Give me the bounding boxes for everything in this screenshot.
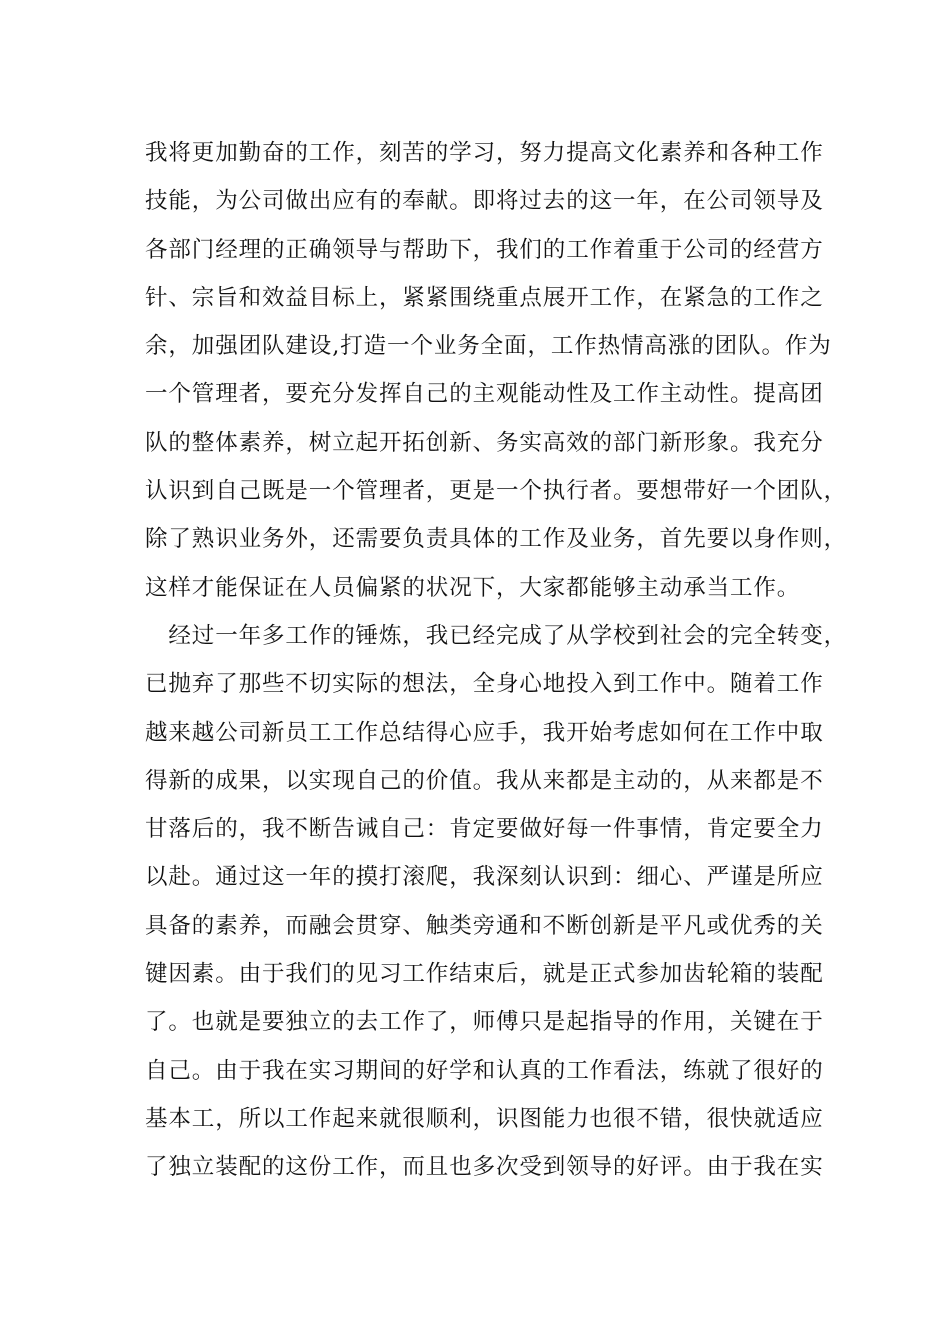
text-line: 了。也就是要独立的去工作了，师傅只是起指导的作用，关键在于 xyxy=(145,1009,824,1036)
text-line: 这样才能保证在人员偏紧的状况下，大家都能够主动承当工作。 xyxy=(145,574,801,601)
text-line: 各部门经理的正确领导与帮助下，我们的工作着重于公司的经营方 xyxy=(145,236,824,263)
text-line: 技能，为公司做出应有的奉献。即将过去的这一年，在公司领导及 xyxy=(145,188,824,215)
text-line: 认识到自己既是一个管理者，更是一个执行者。要想带好一个团队， xyxy=(145,478,848,505)
text-line: 甘落后的，我不断告诫自己：肯定要做好每一件事情，肯定要全力 xyxy=(145,816,824,843)
text-line: 键因素。由于我们的见习工作结束后，就是正式参加齿轮箱的装配 xyxy=(145,961,824,988)
text-line: 经过一年多工作的锤炼，我已经完成了从学校到社会的完全转变， xyxy=(145,622,848,649)
text-line: 余，加强团队建设,打造一个业务全面，工作热情高涨的团队。作为 xyxy=(145,333,832,360)
text-line: 一个管理者，要充分发挥自己的主观能动性及工作主动性。提高团 xyxy=(145,381,824,408)
text-line: 除了熟识业务外，还需要负责具体的工作及业务，首先要以身作则， xyxy=(145,526,848,553)
text-line: 自己。由于我在实习期间的好学和认真的工作看法，练就了很好的 xyxy=(145,1057,824,1084)
body-text xyxy=(145,129,848,1192)
text-line: 针、宗旨和效益目标上，紧紧围绕重点展开工作，在紧急的工作之 xyxy=(145,284,824,311)
text-line: 具备的素养，而融会贯穿、触类旁通和不断创新是平凡或优秀的关 xyxy=(145,912,824,939)
text-line: 了独立装配的这份工作，而且也多次受到领导的好评。由于我在实 xyxy=(145,1154,824,1181)
text-line: 队的整体素养，树立起开拓创新、务实高效的部门新形象。我充分 xyxy=(145,429,824,456)
text-line: 以赴。通过这一年的摸打滚爬，我深刻认识到：细心、严谨是所应 xyxy=(145,864,824,891)
text-line: 我将更加勤奋的工作，刻苦的学习，努力提高文化素养和各种工作 xyxy=(145,140,824,166)
text-line: 已抛弃了那些不切实际的想法，全身心地投入到工作中。随着工作 xyxy=(145,671,824,698)
text-line: 基本工，所以工作起来就很顺利，识图能力也很不错，很快就适应 xyxy=(145,1105,824,1132)
text-line: 越来越公司新员工工作总结得心应手，我开始考虑如何在工作中取 xyxy=(145,719,824,746)
text-line: 得新的成果，以实现自己的价值。我从来都是主动的，从来都是不 xyxy=(145,767,824,794)
